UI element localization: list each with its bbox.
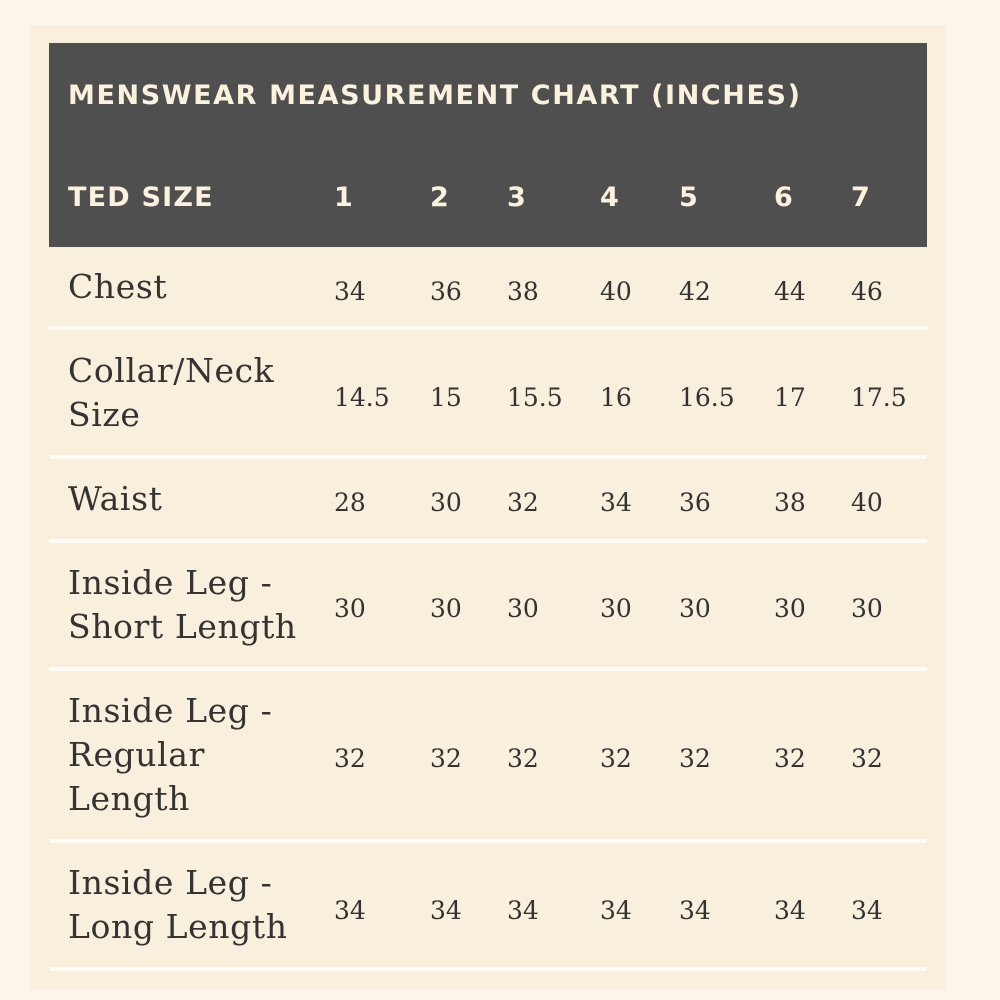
waist-value-5: 36 xyxy=(679,488,711,517)
chest-value-6: 44 xyxy=(774,277,806,306)
short-leg-value-3: 30 xyxy=(507,594,539,623)
long-leg-value-5: 34 xyxy=(679,896,711,925)
regular-leg-value-3: 32 xyxy=(507,744,539,773)
waist-value-7: 40 xyxy=(851,488,883,517)
short-leg-value-4: 30 xyxy=(600,594,632,623)
collar-value-4: 16 xyxy=(600,383,632,412)
header-size-6: 6 xyxy=(774,182,794,213)
header-size-1: 1 xyxy=(334,182,354,213)
row-divider xyxy=(49,667,927,671)
row-divider xyxy=(49,455,927,459)
waist-value-2: 30 xyxy=(430,488,462,517)
row-label-inside-leg-short: Inside Leg - Short Length xyxy=(68,563,297,646)
header-size-3: 3 xyxy=(507,182,527,213)
short-leg-value-7: 30 xyxy=(851,594,883,623)
chart-title: MENSWEAR MEASUREMENT CHART (INCHES) xyxy=(68,80,802,111)
regular-leg-value-6: 32 xyxy=(774,744,806,773)
waist-value-6: 38 xyxy=(774,488,806,517)
row-label-inside-leg-regular: Inside Leg - Regular Length xyxy=(68,691,273,818)
row-divider xyxy=(49,967,927,971)
regular-leg-value-7: 32 xyxy=(851,744,883,773)
short-leg-value-1: 30 xyxy=(334,594,366,623)
regular-leg-value-1: 32 xyxy=(334,744,366,773)
regular-leg-value-4: 32 xyxy=(600,744,632,773)
row-divider xyxy=(49,326,927,330)
row-divider xyxy=(49,539,927,543)
regular-leg-value-5: 32 xyxy=(679,744,711,773)
chest-value-7: 46 xyxy=(851,277,883,306)
long-leg-value-3: 34 xyxy=(507,896,539,925)
collar-value-2: 15 xyxy=(430,383,462,412)
short-leg-value-6: 30 xyxy=(774,594,806,623)
short-leg-value-2: 30 xyxy=(430,594,462,623)
chest-value-5: 42 xyxy=(679,277,711,306)
collar-value-6: 17 xyxy=(774,383,806,412)
chest-value-3: 38 xyxy=(507,277,539,306)
long-leg-value-1: 34 xyxy=(334,896,366,925)
waist-value-3: 32 xyxy=(507,488,539,517)
chest-value-1: 34 xyxy=(334,277,366,306)
table-header xyxy=(49,43,927,247)
collar-value-7: 17.5 xyxy=(851,383,907,412)
row-label-waist: Waist xyxy=(68,479,163,518)
chest-value-4: 40 xyxy=(600,277,632,306)
long-leg-value-4: 34 xyxy=(600,896,632,925)
chest-value-2: 36 xyxy=(430,277,462,306)
collar-value-5: 16.5 xyxy=(679,383,735,412)
long-leg-value-7: 34 xyxy=(851,896,883,925)
long-leg-value-6: 34 xyxy=(774,896,806,925)
header-size-4: 4 xyxy=(600,182,620,213)
row-label-collar-neck-size: Collar/Neck Size xyxy=(68,351,275,434)
header-size-label: TED SIZE xyxy=(68,182,214,213)
collar-value-1: 14.5 xyxy=(334,383,390,412)
header-size-5: 5 xyxy=(679,182,699,213)
row-divider xyxy=(49,839,927,843)
header-size-2: 2 xyxy=(430,182,450,213)
long-leg-value-2: 34 xyxy=(430,896,462,925)
waist-value-1: 28 xyxy=(334,488,366,517)
regular-leg-value-2: 32 xyxy=(430,744,462,773)
waist-value-4: 34 xyxy=(600,488,632,517)
row-label-inside-leg-long: Inside Leg - Long Length xyxy=(68,863,288,946)
short-leg-value-5: 30 xyxy=(679,594,711,623)
row-label-chest: Chest xyxy=(68,267,168,306)
header-size-7: 7 xyxy=(851,182,871,213)
collar-value-3: 15.5 xyxy=(507,383,563,412)
